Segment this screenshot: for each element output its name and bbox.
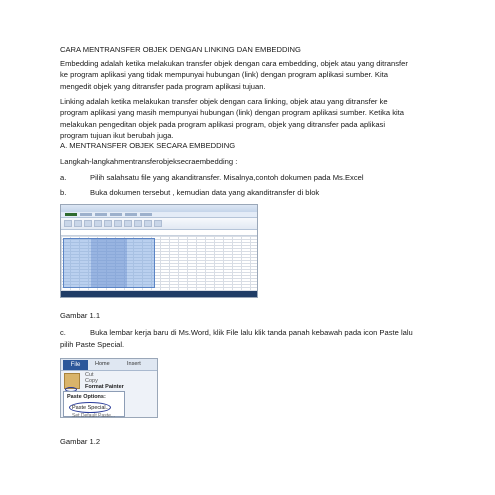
excel-tab	[110, 213, 122, 216]
excel-tab	[80, 213, 92, 216]
ribbon-button-icon	[114, 220, 122, 227]
ribbon-button-icon	[144, 220, 152, 227]
cut-button[interactable]: Cut	[85, 372, 94, 378]
format-painter-button[interactable]: Format Painter	[85, 384, 124, 390]
paragraph-line: Linking adalah ketika melakukan transfer objek dengan cara linking, objek atau yang ditransfer ke	[60, 97, 388, 106]
ribbon-button-icon	[104, 220, 112, 227]
excel-file-tab	[65, 213, 77, 216]
word-home-tab[interactable]: Home	[95, 361, 110, 367]
paragraph-line: Embedding adalah ketika melakukan transfer objek dengan cara embedding, objek atau yang ditransfer	[60, 59, 408, 68]
step-text: Buka dokumen tersebut , kemudian data yang akanditransfer di blok	[90, 188, 320, 197]
step-c	[60, 327, 413, 338]
copy-button[interactable]: Copy	[85, 378, 98, 384]
excel-ribbon	[61, 218, 257, 230]
ribbon-button-icon	[94, 220, 102, 227]
step-text: Buka lembar kerja baru di Ms.Word, klik File lalu klik tanda panah kebawah pada icon Paste lalu	[90, 328, 413, 337]
ribbon-button-icon	[74, 220, 82, 227]
paragraph-embedding	[60, 58, 448, 92]
figure-caption-1: Gambar 1.1	[60, 311, 101, 320]
ribbon-button-icon	[154, 220, 162, 227]
ribbon-button-icon	[84, 220, 92, 227]
paragraph-line: program tujuan ikut berubah juga.	[60, 131, 174, 141]
word-insert-tab[interactable]: Insert	[127, 361, 141, 367]
figure-caption-2: Gambar 1.2	[60, 437, 101, 446]
excel-tab	[95, 213, 107, 216]
windows-taskbar	[61, 291, 257, 297]
section-heading-a: A. MENTRANSFER OBJEK SECARA EMBEDDING	[60, 141, 236, 150]
step-marker: a.	[60, 173, 67, 182]
excel-selected-column-shade	[91, 238, 127, 288]
document-title: CARA MENTRANSFER OBJEK DENGAN LINKING DAN EMBEDDING	[60, 45, 301, 54]
step-a	[60, 172, 364, 183]
ribbon-button-icon	[64, 220, 72, 227]
excel-screenshot	[60, 204, 258, 298]
steps-heading: Langkah-langkahmentransferobjeksecraembedding :	[60, 157, 238, 166]
ribbon-button-icon	[134, 220, 142, 227]
step-c-continued: pilih Paste Special.	[60, 340, 125, 349]
set-default-paste-item[interactable]: Set Default Paste...	[72, 413, 116, 418]
step-text: Pilih salahsatu file yang akanditransfer. Misalnya,contoh dokumen pada Ms.Excel	[90, 173, 364, 182]
paragraph-line: program aplikasi yang masih mempunyai hubungan (link) dengan program aplikasi sumber. Ketika kita	[60, 108, 405, 118]
paste-special-item[interactable]: Paste Special...	[72, 405, 111, 411]
excel-title-bar	[61, 205, 257, 212]
paragraph-linking	[60, 96, 448, 142]
step-marker: b.	[60, 188, 67, 197]
ribbon-button-icon	[124, 220, 132, 227]
excel-tab	[140, 213, 152, 216]
paragraph-line: melakukan pengeditan objek pada program aplikasi program, objek yang ditransfer pada aplikasi	[60, 119, 386, 129]
excel-tab	[125, 213, 137, 216]
step-b	[60, 187, 319, 198]
paste-options-heading: Paste Options:	[67, 394, 106, 400]
paste-menu	[63, 391, 125, 417]
paragraph-line: mengedit objek yang ditransfer pada program aplikasi tujuan.	[60, 81, 266, 91]
step-marker: c.	[60, 328, 66, 337]
word-file-tab[interactable]: File	[63, 360, 88, 370]
word-screenshot	[60, 358, 158, 418]
paragraph-line: ke program aplikasi yang tidak mempunyai hubungan (link) dengan program aplikasi sumber. Kita	[60, 70, 388, 80]
